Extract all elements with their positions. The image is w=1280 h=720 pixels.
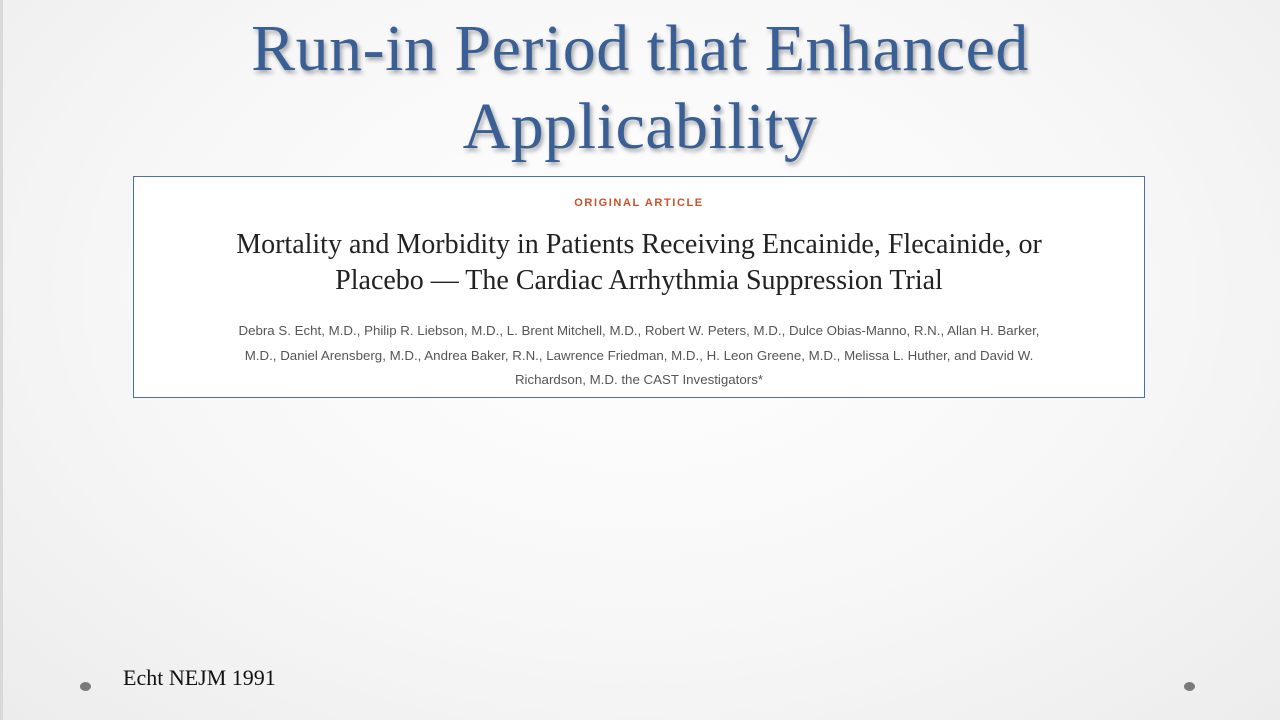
slide-title-line-1: Run-in Period that Enhanced bbox=[251, 12, 1029, 85]
slide-edge bbox=[0, 0, 3, 720]
article-authors bbox=[164, 319, 1114, 393]
article-headline-line-2: Placebo — The Cardiac Arrhythmia Suppression Trial bbox=[335, 265, 943, 296]
slide-title bbox=[140, 10, 1140, 166]
slide-title-line-2: Applicability bbox=[462, 90, 818, 163]
article-header-image bbox=[133, 176, 1145, 398]
footer-dot-right bbox=[1184, 682, 1195, 691]
article-headline-line-1: Mortality and Morbidity in Patients Receiving Encainide, Flecainide, or bbox=[236, 229, 1042, 260]
article-kicker: ORIGINAL ARTICLE bbox=[574, 197, 704, 209]
article-authors-line-3: Richardson, M.D. the CAST Investigators* bbox=[514, 372, 764, 387]
article-headline bbox=[154, 227, 1124, 299]
citation-text: Echt NEJM 1991 bbox=[123, 665, 276, 690]
article-authors-line-1: Debra S. Echt, M.D., Philip R. Liebson, M.D., L. Brent Mitchell, M.D., Robert W. Peters, M.D., Dulce Obias-Manno, R.N., Allan H. Barker, bbox=[238, 323, 1040, 338]
article-authors-line-2: M.D., Daniel Arensberg, M.D., Andrea Baker, R.N., Lawrence Friedman, M.D., H. Leon Greene, M.D., Melissa L. Huther, and David W. bbox=[244, 347, 1034, 363]
footer-dot-left bbox=[80, 682, 91, 691]
